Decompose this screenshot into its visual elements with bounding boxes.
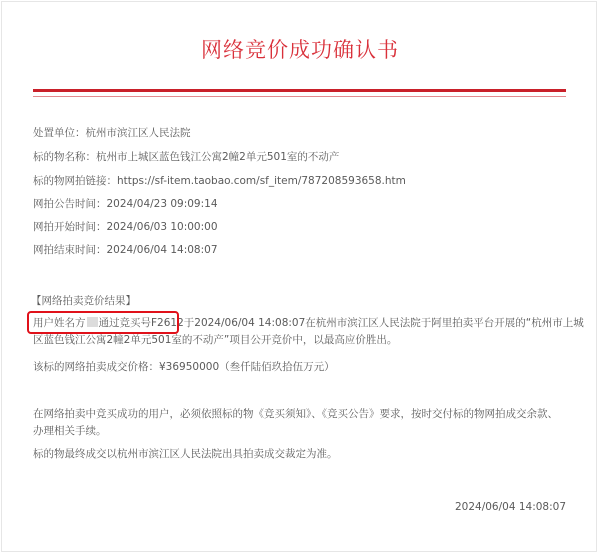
field-value: 2024/06/03 10:00:00 [106, 221, 218, 233]
highlight-box [27, 311, 179, 334]
field-disposal-unit [33, 126, 191, 140]
result-header: 【网络拍卖竞价结果】 [31, 295, 136, 307]
field-item-name [33, 150, 339, 164]
field-end-time [33, 243, 218, 257]
field-label: 标的物名称： [33, 151, 96, 163]
field-label: 网拍开始时间： [33, 221, 107, 233]
field-announce-time [33, 197, 218, 211]
footer-date: 2024/06/04 14:08:07 [454, 501, 566, 513]
price-value: ¥36950000（叁仟陆佰玖拾伍万元） [159, 361, 335, 373]
field-label: 网拍结束时间： [33, 244, 107, 256]
notice-paragraph [33, 406, 569, 440]
field-value: 2024/04/23 09:09:14 [106, 198, 218, 210]
price-label: 该标的网络拍卖成交价格： [33, 361, 159, 373]
field-item-link [33, 174, 406, 188]
result-price [33, 360, 335, 374]
field-label: 处置单位： [33, 127, 86, 139]
notice-line-1: 在网络拍卖中竞买成功的用户，必须依照标的物《竞买须知》、《竞买公告》要求，按时交付标的物网拍成交余款、 [33, 408, 558, 420]
field-value: 杭州市滨江区人民法院 [85, 127, 191, 139]
notice-line-3: 标的物最终成交以杭州市滨江区人民法院出具拍卖成交裁定为准。 [33, 448, 338, 460]
item-link[interactable]: https://sf-item.taobao.com/sf_item/787208593658.htm [117, 175, 406, 187]
field-value: 2024/06/04 14:08:07 [106, 244, 218, 256]
result-line-2: 区蓝色钱江公寓2幢2单元501室的不动产”项目公开竞价中，以最高应价胜出。 [33, 334, 398, 346]
title-divider-thick [33, 89, 566, 92]
field-label: 标的物网拍链接： [33, 175, 117, 187]
field-value: 杭州市上城区蓝色钱江公寓2幢2单元501室的不动产 [96, 151, 340, 163]
title-divider-thin [33, 96, 566, 97]
result-body-line1: 于2024/06/04 14:08:07在杭州市滨江区人民法院于阿里拍卖平台开展的“杭州市上城 [183, 317, 584, 329]
result-user-prefix: 用户姓名方 [33, 317, 86, 329]
notice-line-2: 办理相关手续。 [33, 425, 107, 437]
field-start-time [33, 220, 218, 234]
document-title: 网络竞价成功确认书 [201, 38, 399, 62]
field-label: 网拍公告时间： [33, 198, 107, 210]
document-frame [1, 1, 597, 552]
result-user-suffix: 通过竞买号F2612 [98, 317, 184, 329]
